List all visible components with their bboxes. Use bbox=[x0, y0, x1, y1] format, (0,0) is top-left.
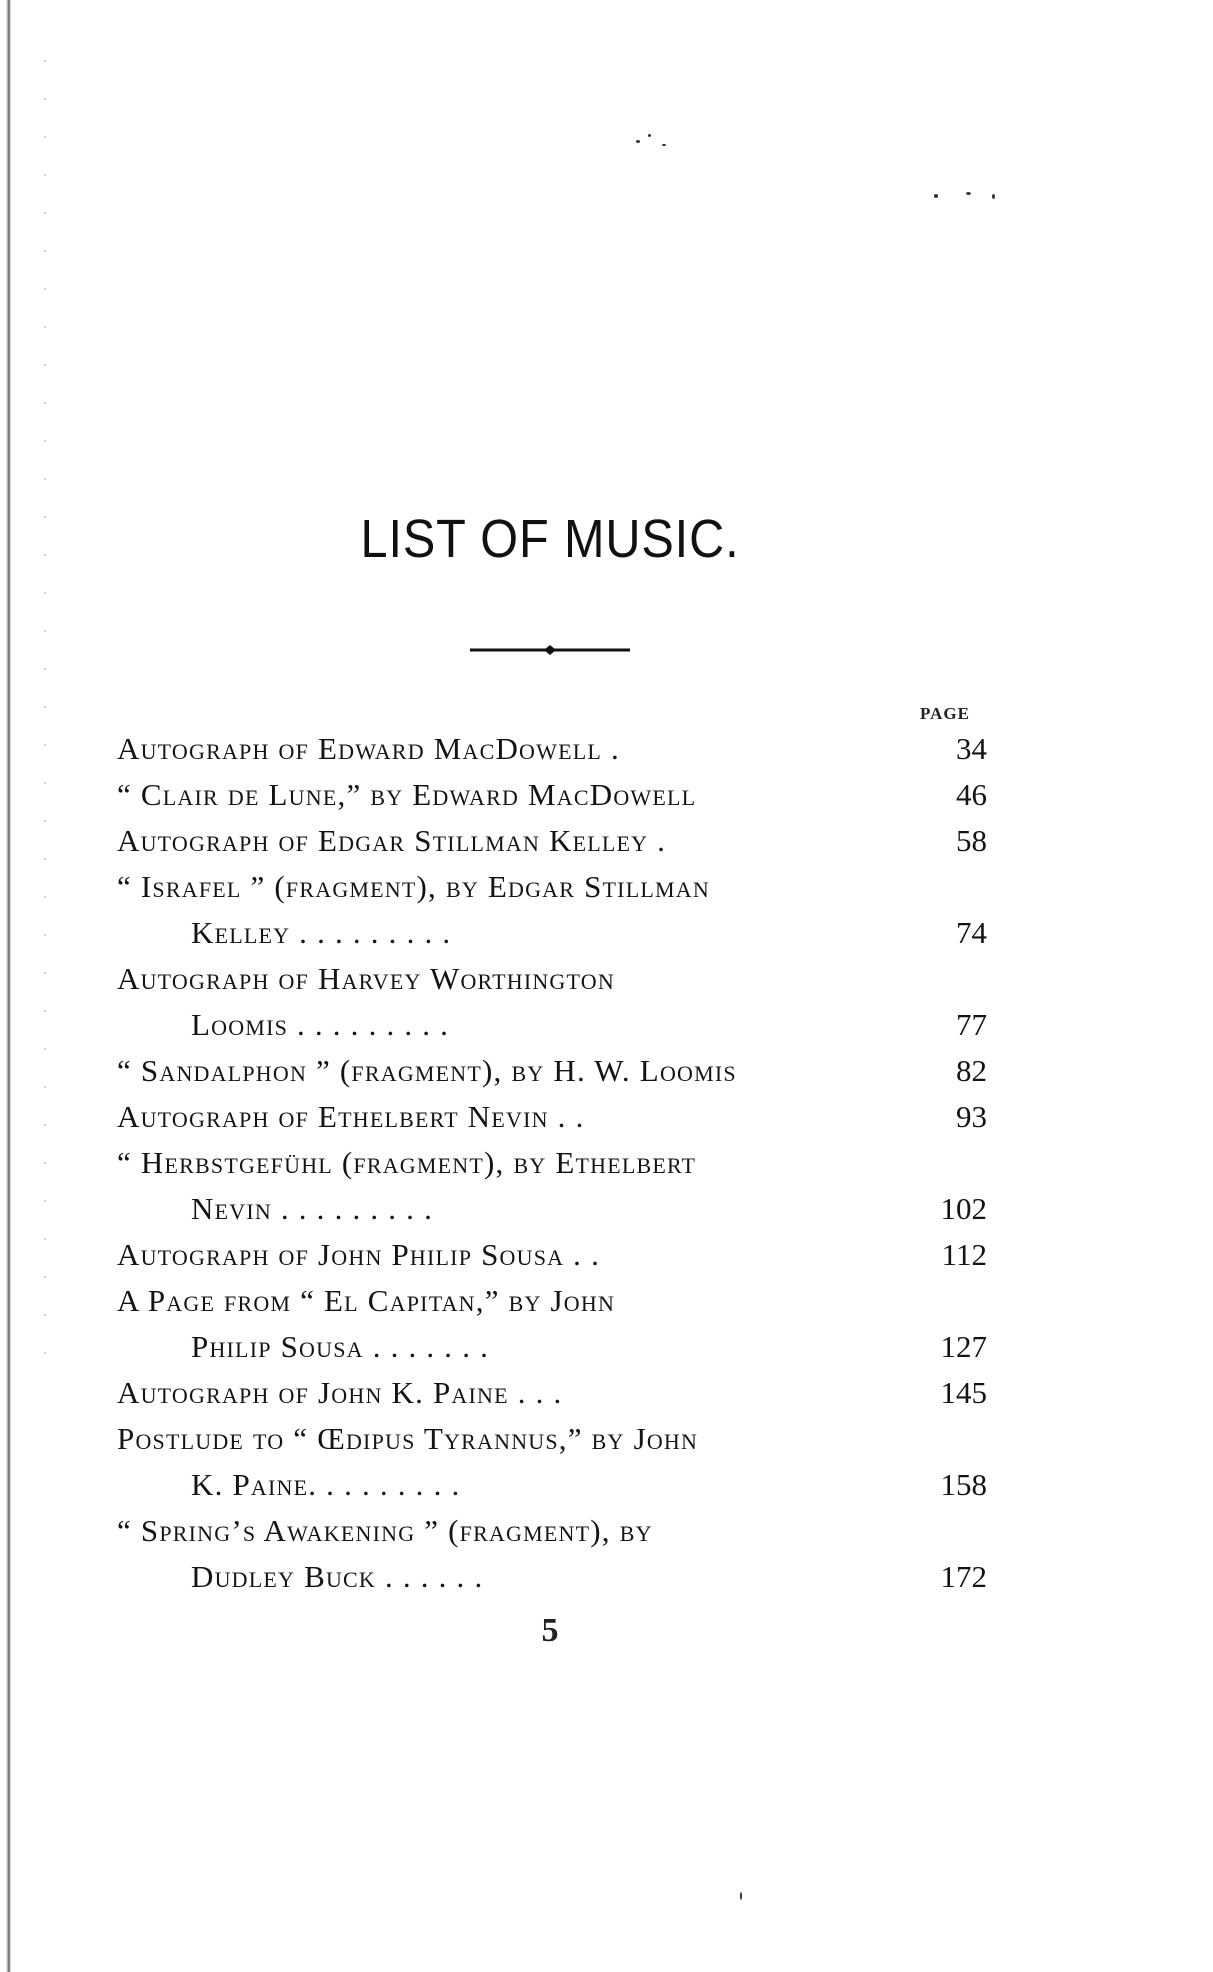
entry-page-number: 46 bbox=[956, 777, 987, 812]
entry-page-number: 172 bbox=[940, 1559, 987, 1594]
ink-speck bbox=[934, 194, 938, 198]
list-entry bbox=[117, 818, 987, 864]
list-entry bbox=[117, 772, 987, 818]
entry-title-line: A Page from “ El Capitan,” by John bbox=[117, 1283, 616, 1318]
entry-title bbox=[117, 864, 887, 956]
entry-title-continuation: Loomis . . . . . . . . . bbox=[191, 1007, 450, 1042]
page-number: 5 bbox=[541, 1612, 559, 1649]
entry-title-line: “ Spring’s Awakening ” (fragment), by bbox=[117, 1513, 653, 1548]
entry-title-continuation: Kelley . . . . . . . . . bbox=[191, 915, 452, 950]
list-entry bbox=[117, 1232, 987, 1278]
list-entry bbox=[117, 1048, 987, 1094]
list-entry bbox=[117, 1140, 987, 1232]
music-list bbox=[117, 726, 987, 1600]
entry-title bbox=[117, 1508, 887, 1600]
entry-title-line: Autograph of Edgar Stillman Kelley . bbox=[117, 823, 667, 858]
list-entry bbox=[117, 1278, 987, 1370]
entry-page-number: 158 bbox=[940, 1467, 987, 1502]
entry-title-line: Autograph of Edward MacDowell . bbox=[117, 731, 620, 766]
ink-speck bbox=[740, 1892, 742, 1900]
entry-title-line: Autograph of Ethelbert Nevin . . bbox=[117, 1099, 585, 1134]
entry-title-line: Autograph of Harvey Worthington bbox=[117, 961, 615, 996]
entry-page-number: 77 bbox=[956, 1007, 987, 1042]
page-column-label: PAGE bbox=[920, 704, 970, 723]
entry-title-line: “ Herbstgefühl (fragment), by Ethelbert bbox=[117, 1145, 697, 1180]
entry-title bbox=[117, 1094, 887, 1140]
entry-page-number: 112 bbox=[941, 1237, 987, 1272]
ink-speck bbox=[992, 194, 995, 199]
list-entry bbox=[117, 1370, 987, 1416]
entry-title bbox=[117, 1048, 887, 1094]
ink-speck bbox=[648, 134, 651, 137]
entry-title bbox=[117, 1232, 887, 1278]
list-entry bbox=[117, 956, 987, 1048]
entry-title bbox=[117, 1416, 887, 1508]
entry-page-number: 58 bbox=[956, 823, 987, 858]
entry-title bbox=[117, 772, 887, 818]
ink-speck bbox=[966, 192, 971, 195]
entry-title-continuation: Philip Sousa . . . . . . . bbox=[191, 1329, 490, 1364]
entry-title-continuation: Nevin . . . . . . . . . bbox=[191, 1191, 434, 1226]
entry-page-number: 127 bbox=[940, 1329, 987, 1364]
entry-page-number: 93 bbox=[956, 1099, 987, 1134]
entry-title-line: Autograph of John Philip Sousa . . bbox=[117, 1237, 601, 1272]
list-entry bbox=[117, 1094, 987, 1140]
entry-page-number: 82 bbox=[956, 1053, 987, 1088]
page-binding-edge bbox=[6, 0, 11, 1972]
entry-title-continuation: Dudley Buck . . . . . . bbox=[191, 1559, 484, 1594]
entry-title bbox=[117, 818, 887, 864]
ink-speck bbox=[636, 140, 640, 143]
ornament-rule bbox=[470, 644, 630, 656]
list-entry bbox=[117, 726, 987, 772]
entry-title bbox=[117, 1278, 887, 1370]
entry-title-line: “ Clair de Lune,” by Edward MacDowell bbox=[117, 777, 697, 812]
entry-title-line: “ Sandalphon ” (fragment), by H. W. Loomis bbox=[117, 1053, 737, 1088]
entry-title-line: Autograph of John K. Paine . . . bbox=[117, 1375, 563, 1410]
entry-title bbox=[117, 956, 887, 1048]
entry-page-number: 34 bbox=[956, 731, 987, 766]
entry-title-line: Postlude to “ Œdipus Tyrannus,” by John bbox=[117, 1421, 699, 1456]
entry-title-line: “ Israfel ” (fragment), by Edgar Stillman bbox=[117, 869, 710, 904]
list-entry bbox=[117, 1416, 987, 1508]
ink-speck bbox=[662, 144, 666, 146]
entry-page-number: 145 bbox=[940, 1375, 987, 1410]
list-entry bbox=[117, 864, 987, 956]
entry-page-number: 102 bbox=[940, 1191, 987, 1226]
scan-margin-marks bbox=[44, 60, 46, 1360]
entry-title bbox=[117, 1140, 887, 1232]
entry-title bbox=[117, 1370, 887, 1416]
entry-title bbox=[117, 726, 887, 772]
entry-page-number: 74 bbox=[956, 915, 987, 950]
page-title: LIST OF MUSIC. bbox=[360, 509, 740, 569]
list-entry bbox=[117, 1508, 987, 1600]
entry-title-continuation: K. Paine. . . . . . . . . bbox=[191, 1467, 461, 1502]
